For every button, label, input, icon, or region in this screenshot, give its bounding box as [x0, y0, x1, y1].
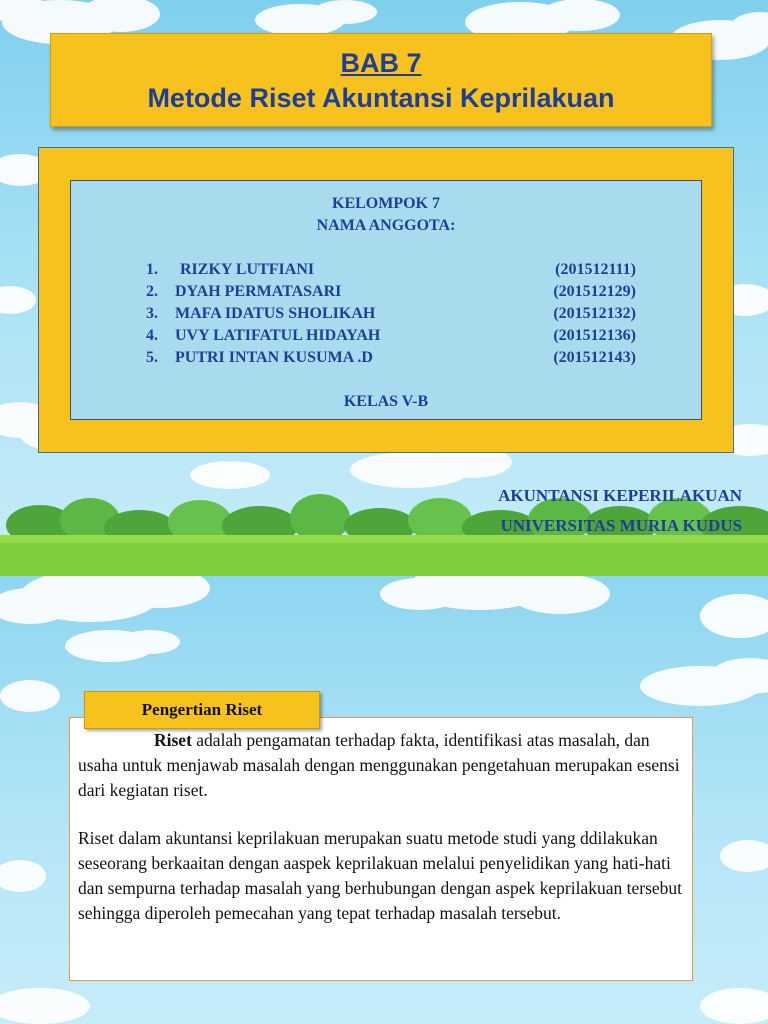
member-number: 1.: [146, 261, 158, 278]
member-number: 3.: [146, 305, 158, 322]
member-nim: (201512129): [553, 283, 636, 300]
members-panel: [70, 180, 702, 420]
member-number: 4.: [146, 327, 158, 344]
member-row: [146, 283, 636, 305]
member-row: [146, 327, 636, 349]
member-nim: (201512111): [555, 261, 636, 278]
paragraph-2: Riset dalam akuntansi keprilakuan merupakan suatu metode studi yang ddilakukan seseorang berkaaitan dengan aaspek keprilakuan melalui penyelidikan yang hati-hati dan sempurna terhadap masalah yang berhubungan dengan aspek keprilakuan tersebut sehingga diperoleh pemecahan yang tepat terhadap masalah tersebut.: [78, 828, 683, 923]
member-nim: (201512143): [553, 349, 636, 366]
member-number: 5.: [146, 349, 158, 366]
paragraph-1: [78, 728, 684, 803]
member-nim: (201512136): [553, 327, 636, 344]
definition-slide: [0, 576, 768, 1024]
topic-title: Metode Riset Akuntansi Keprilakuan: [147, 83, 615, 113]
member-row: [146, 349, 636, 371]
member-nim: (201512132): [553, 305, 636, 322]
university-name: UNIVERSITAS MURIA KUDUS: [500, 516, 742, 535]
course-name: AKUNTANSI KEPERILAKUAN: [498, 486, 742, 505]
members-heading: NAMA ANGGOTA:: [316, 217, 456, 234]
members-frame: [38, 147, 734, 453]
member-name: UVY LATIFATUL HIDAYAH: [175, 327, 381, 344]
member-name: RIZKY LUTFIANI: [180, 261, 315, 278]
paragraph-1-text: adalah pengamatan terhadap fakta, identifikasi atas masalah, dan usaha untuk menjawab masalah dengan menggunakan pengetahuan merupakan esensi dari kegiatan riset.: [78, 730, 680, 800]
section-label: Pengertian Riset: [84, 691, 320, 729]
member-row: [146, 305, 636, 327]
member-name: MAFA IDATUS SHOLIKAH: [175, 305, 376, 322]
definition-box: [69, 717, 693, 981]
member-row: [146, 261, 636, 283]
class-label: KELAS V-B: [343, 393, 429, 410]
keyword-riset: Riset: [154, 730, 192, 750]
group-name: KELOMPOK 7: [332, 195, 440, 212]
member-name: DYAH PERMATASARI: [175, 283, 342, 300]
title-banner: [50, 33, 712, 127]
member-name: PUTRI INTAN KUSUMA .D: [175, 349, 373, 366]
chapter-title: BAB 7: [340, 48, 422, 78]
member-number: 2.: [146, 283, 158, 300]
